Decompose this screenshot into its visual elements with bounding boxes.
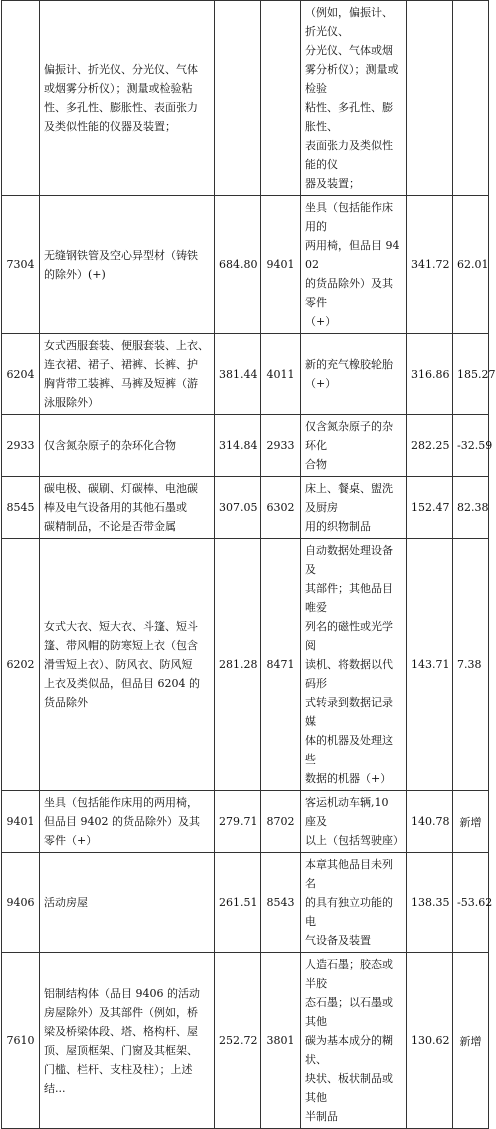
product-description-right [301, 853, 407, 953]
change-value [453, 196, 489, 334]
hs-code-right [261, 196, 301, 334]
value-left [215, 334, 261, 415]
hs-code-left [2, 539, 40, 791]
hs-code-right-text: 8543 [266, 896, 295, 909]
product-description-left-text: 仅含氮杂原子的杂环化合物 [44, 439, 176, 452]
value-right [407, 334, 453, 415]
value-left-text: 261.51 [219, 896, 258, 909]
value-left [215, 477, 261, 539]
hs-code-left-text: 9401 [6, 815, 35, 828]
hs-code-left [2, 477, 40, 539]
value-right [407, 791, 453, 853]
value-left [215, 791, 261, 853]
value-left [215, 415, 261, 477]
value-left [215, 539, 261, 791]
product-description-right-text: 自动数据处理设备及 其部件；其他品目唯爱 列名的磁性或光学阅 读机、将数据以代码形 式转录到数据记录媒 体的机器及处理这些 数据的机器（+） [305, 544, 393, 785]
hs-code-left-text: 8545 [6, 501, 35, 514]
hs-code-left [2, 853, 40, 953]
product-description-right [301, 196, 407, 334]
hs-code-left-text: 6204 [6, 367, 35, 381]
hs-code-left-text: 7610 [6, 1034, 35, 1047]
value-right-text: 143.71 [411, 658, 450, 671]
hs-code-right [261, 477, 301, 539]
table-row [2, 415, 489, 477]
product-description-left [40, 539, 215, 791]
table-row [2, 196, 489, 334]
product-description-right-text: 本章其他品目未列名 的具有独立功能的电 气设备及装置 [305, 858, 393, 947]
change-value-text: 82.38 [457, 501, 489, 514]
hs-code-left [2, 1, 40, 196]
hs-code-right-text: 8471 [266, 658, 295, 671]
product-description-left-text: 女式西服套装、便服套装、上衣、 连衣裙、裙子、裙裤、长裤、护 胸背带工装裤、马裤及短裤（游 泳服除外） [44, 339, 209, 409]
product-description-right-text: 新的充气橡胶轮胎（+） [305, 358, 393, 390]
product-description-left [40, 196, 215, 334]
hs-code-right [261, 953, 301, 1129]
product-description-left [40, 853, 215, 953]
table-row [2, 853, 489, 953]
change-value [453, 539, 489, 791]
product-description-right [301, 539, 407, 791]
value-right-text: 316.86 [411, 367, 450, 381]
product-description-left-text: 铝制结构体（品目 9406 的活动 房屋除外）及其部件（例如，桥 梁及桥梁体段、塔、格构杆、屋 顶、屋顶框架、门窗及其框架、 门槛、栏杆、支柱及柱）；上述 结... [44, 986, 200, 1095]
value-left [215, 953, 261, 1129]
change-value [453, 853, 493, 953]
product-description-right-text: 客运机动车辆,10 座及 以上（包括驾驶座） [305, 796, 404, 847]
product-description-left-text: 碳电极、碳刷、灯碳棒、电池碳 棒及电气设备用的其他石墨或 碳精制品，不论是否带金属 [44, 482, 198, 533]
change-value-text: 7.38 [457, 658, 482, 671]
hs-code-left [2, 415, 40, 477]
value-left-text: 381.44 [219, 367, 258, 381]
hs-code-right [261, 539, 301, 791]
table-row [2, 539, 489, 791]
product-description-left [40, 415, 215, 477]
hs-code-right [261, 853, 301, 953]
value-right-text: 152.47 [411, 501, 450, 514]
hs-code-right [261, 415, 301, 477]
hs-code-left-text: 7304 [6, 258, 35, 271]
hs-code-left [2, 196, 40, 334]
change-value-text: -53.62 [457, 896, 493, 909]
hs-code-left [2, 953, 40, 1129]
change-value-text: 新增 [459, 815, 482, 829]
hs-code-right-text: 6302 [266, 501, 295, 514]
change-value [453, 953, 489, 1129]
table-body [2, 1, 496, 1129]
product-description-right-text: 仅含氮杂原子的杂环化 合物 [305, 420, 393, 471]
product-description-right-text: 坐具（包括能作床用的 两用椅，但品目 9402 的货品除外）及其零件 （+） [305, 201, 400, 328]
value-left [215, 853, 261, 953]
value-right-text: 138.35 [411, 896, 450, 909]
hs-code-right-text: 9401 [266, 258, 295, 271]
product-description-right-text: 人造石墨；胶态或半胶 态石墨；以石墨或其他 碳为基本成分的糊状、 块状、板状制品或其他 半制品 [305, 958, 393, 1123]
product-description-left-text: 坐具（包括能作床用的两用椅， 但品目 9402 的货品除外）及其 零件（+） [44, 796, 200, 847]
change-value [453, 1, 489, 196]
value-left-text: 684.80 [219, 258, 258, 271]
hs-code-left [2, 791, 40, 853]
change-value [453, 334, 496, 415]
product-description-left [40, 477, 215, 539]
product-description-left-text: 无缝钢铁管及空心异型材（铸铁 的除外）(+) [44, 248, 198, 281]
hs-code-left-text: 2933 [6, 439, 35, 452]
hs-code-right-text: 8702 [266, 815, 295, 828]
hs-code-right [261, 791, 301, 853]
value-left-text: 307.05 [219, 501, 258, 514]
product-description-right [301, 415, 407, 477]
table-row [2, 953, 489, 1129]
change-value [453, 791, 489, 853]
hs-code-left [2, 334, 40, 415]
product-description-right [301, 1, 407, 196]
hs-code-left-text: 6202 [6, 658, 35, 671]
value-right [407, 196, 453, 334]
table-row [2, 477, 489, 539]
value-left [215, 1, 261, 196]
change-value-text: 新增 [459, 1034, 482, 1048]
value-left-text: 252.72 [219, 1034, 258, 1047]
product-description-right [301, 477, 407, 539]
product-description-right [301, 791, 407, 853]
product-description-left-text: 女式大衣、短大衣、斗篷、短斗 篷、带风帽的防寒短上衣（包含 滑雪短上衣）、防风衣、防风短 上衣及类似品，但品目 6204 的 货品除外 [44, 620, 200, 709]
product-description-left [40, 1, 215, 196]
change-value-text: -32.59 [457, 439, 493, 452]
table-row [2, 791, 489, 853]
product-description-left-text: 活动房屋 [44, 896, 88, 909]
value-right [407, 1, 453, 196]
table-row [2, 334, 489, 415]
product-description-left [40, 791, 215, 853]
value-left-text: 279.71 [219, 815, 258, 828]
value-right [407, 853, 453, 953]
hs-code-left-text: 9406 [6, 896, 35, 909]
product-description-right-text: （例如，偏振计、折光仪、 分光仪、气体或烟 雾分析仪）；测量或检验 粘性、多孔性、膨胀性、 表面张力及类似性能的仪 器及装置； [305, 6, 399, 190]
hs-code-right-text: 4011 [266, 367, 295, 381]
value-left-text: 314.84 [219, 439, 258, 452]
hs-code-right [261, 334, 301, 415]
product-description-right [301, 334, 407, 415]
value-right-text: 282.25 [411, 439, 450, 452]
product-description-right [301, 953, 407, 1129]
trade-comparison-table [1, 0, 496, 1129]
product-description-left [40, 334, 215, 415]
change-value [453, 415, 493, 477]
product-description-left-text: 偏振计、折光仪、分光仪、气体 或烟雾分析仪）；测量或检验粘 性、多孔性、膨胀性、表面张力 及类似性能的仪器及装置； [44, 63, 198, 133]
value-right-text: 140.78 [411, 815, 450, 828]
value-left-text: 281.28 [219, 658, 258, 671]
hs-code-right-text: 2933 [266, 439, 295, 452]
hs-code-right-text: 3801 [266, 1034, 295, 1047]
change-value-text: 62.01 [457, 258, 489, 271]
change-value [453, 477, 489, 539]
value-left [215, 196, 261, 334]
value-right [407, 477, 453, 539]
product-description-right-text: 床上、餐桌、盥洗及厨房 用的织物制品 [305, 482, 393, 533]
value-right [407, 953, 453, 1129]
table-row [2, 1, 489, 196]
value-right [407, 415, 453, 477]
change-value-text: 185.27 [457, 367, 496, 381]
value-right-text: 341.72 [411, 258, 450, 271]
hs-code-right [261, 1, 301, 196]
value-right [407, 539, 453, 791]
value-right-text: 130.62 [411, 1034, 450, 1047]
product-description-left [40, 953, 215, 1129]
